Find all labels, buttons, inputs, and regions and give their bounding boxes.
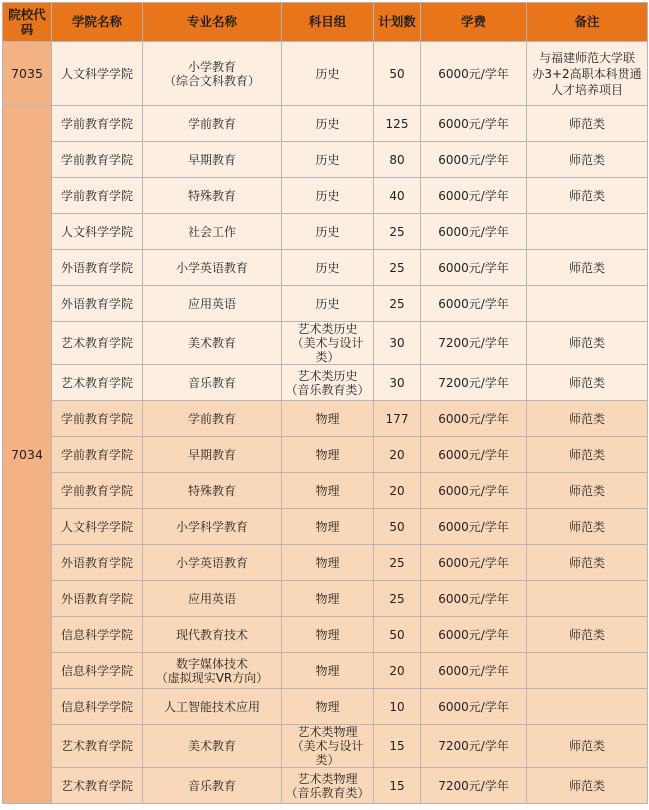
cell-line: 现代教育技术 [175, 627, 248, 642]
plan-cell: 125 [374, 106, 421, 142]
table-row [3, 437, 648, 473]
subject-cell [282, 509, 374, 545]
cell-line: 师范类 [568, 336, 605, 350]
cell-line: 小学英语教育 [175, 260, 248, 275]
admission-plan-table [2, 2, 648, 804]
note-cell [527, 178, 648, 214]
note-cell [527, 545, 648, 581]
plan-cell: 80 [374, 142, 421, 178]
table-row [3, 725, 648, 768]
table-row [3, 401, 648, 437]
major-cell [143, 617, 282, 653]
cell-line: 数字媒体技术 [175, 656, 248, 671]
cell-line: 历史 [315, 260, 340, 275]
school-code-cell: 7034 [3, 106, 52, 804]
table-row [3, 42, 648, 106]
cell-line: 特殊教育 [187, 188, 236, 203]
cell-line: 人工智能技术应用 [163, 699, 260, 714]
cell-line: 物理 [315, 519, 340, 534]
table-row [3, 250, 648, 286]
major-cell [143, 142, 282, 178]
subject-cell [282, 106, 374, 142]
table-row [3, 214, 648, 250]
cell-line: 美术教育 [187, 739, 236, 753]
major-cell [143, 768, 282, 804]
major-cell [143, 214, 282, 250]
college-cell: 人文科学学院 [52, 509, 143, 545]
fee-cell: 7200元/学年 [421, 768, 527, 804]
cell-line: 物理 [315, 663, 340, 678]
cell-line: 艺术类历史 [297, 322, 358, 336]
fee-cell: 6000元/学年 [421, 178, 527, 214]
cell-line: 艺术类物理 [297, 725, 358, 739]
table-row [3, 653, 648, 689]
cell-line: 物理 [315, 447, 340, 462]
cell-line: （虚拟现实VR方向） [155, 670, 269, 685]
college-cell: 信息科学学院 [52, 617, 143, 653]
cell-line: 师范类 [568, 116, 605, 131]
major-cell [143, 286, 282, 322]
note-cell [527, 214, 648, 250]
note-cell [527, 581, 648, 617]
cell-line: 早期教育 [187, 152, 236, 167]
college-cell: 艺术教育学院 [52, 322, 143, 365]
cell-line: 师范类 [568, 411, 605, 426]
subject-cell [282, 178, 374, 214]
cell-line: 小学教育 [187, 59, 236, 74]
cell-line: 师范类 [568, 627, 605, 642]
subject-cell [282, 142, 374, 178]
college-cell: 艺术教育学院 [52, 768, 143, 804]
plan-cell: 20 [374, 473, 421, 509]
fee-cell: 6000元/学年 [421, 437, 527, 473]
cell-line: 历史 [315, 224, 340, 239]
table-row [3, 178, 648, 214]
cell-line: 特殊教育 [187, 483, 236, 498]
table-row [3, 473, 648, 509]
subject-cell [282, 42, 374, 106]
subject-cell [282, 286, 374, 322]
major-cell [143, 401, 282, 437]
cell-line: 物理 [315, 699, 340, 714]
plan-cell: 20 [374, 437, 421, 473]
subject-cell [282, 473, 374, 509]
cell-line: 历史 [315, 296, 340, 311]
college-cell: 人文科学学院 [52, 214, 143, 250]
table-row [3, 365, 648, 401]
fee-cell: 6000元/学年 [421, 689, 527, 725]
table-row [3, 581, 648, 617]
subject-cell [282, 545, 374, 581]
fee-cell: 6000元/学年 [421, 142, 527, 178]
plan-cell: 25 [374, 286, 421, 322]
note-cell [527, 250, 648, 286]
admission-plan-table-container [2, 2, 648, 804]
cell-line: 师范类 [568, 739, 605, 753]
cell-line: 历史 [315, 188, 340, 203]
cell-line: （音乐教育类） [285, 785, 370, 800]
header-note: 备注 [527, 3, 648, 42]
header-subject: 科目组 [282, 3, 374, 42]
subject-cell [282, 401, 374, 437]
note-cell [527, 617, 648, 653]
table-row [3, 286, 648, 322]
note-cell [527, 365, 648, 401]
college-cell: 外语教育学院 [52, 286, 143, 322]
fee-cell: 6000元/学年 [421, 653, 527, 689]
cell-line: （美术与设计类） [291, 739, 364, 767]
subject-cell [282, 617, 374, 653]
cell-line: 应用英语 [187, 591, 236, 606]
cell-line: 师范类 [568, 375, 605, 390]
note-cell [527, 322, 648, 365]
fee-cell: 6000元/学年 [421, 250, 527, 286]
note-cell [527, 473, 648, 509]
plan-cell: 25 [374, 214, 421, 250]
cell-line: 师范类 [568, 260, 605, 275]
plan-cell: 40 [374, 178, 421, 214]
plan-cell: 15 [374, 768, 421, 804]
plan-cell: 25 [374, 581, 421, 617]
table-row [3, 689, 648, 725]
cell-line: 师范类 [568, 555, 605, 570]
header-row [3, 3, 648, 42]
table-body [3, 42, 648, 804]
cell-line: 美术教育 [187, 336, 236, 350]
cell-line: （美术与设计类） [291, 336, 364, 364]
plan-cell: 177 [374, 401, 421, 437]
plan-cell: 25 [374, 250, 421, 286]
note-cell [527, 653, 648, 689]
table-row [3, 509, 648, 545]
cell-line: 艺术类历史 [297, 368, 358, 383]
note-cell [527, 689, 648, 725]
college-cell: 学前教育学院 [52, 142, 143, 178]
subject-cell [282, 250, 374, 286]
college-cell: 学前教育学院 [52, 106, 143, 142]
cell-line: 师范类 [568, 519, 605, 534]
cell-line: 音乐教育 [187, 375, 236, 390]
note-cell [527, 142, 648, 178]
plan-cell: 25 [374, 545, 421, 581]
college-cell: 学前教育学院 [52, 178, 143, 214]
header-plan: 计划数 [374, 3, 421, 42]
fee-cell: 6000元/学年 [421, 545, 527, 581]
fee-cell: 6000元/学年 [421, 581, 527, 617]
college-cell: 艺术教育学院 [52, 725, 143, 768]
subject-cell [282, 725, 374, 768]
major-cell [143, 250, 282, 286]
fee-cell: 6000元/学年 [421, 617, 527, 653]
cell-line: 历史 [315, 152, 340, 167]
plan-cell: 50 [374, 509, 421, 545]
plan-cell: 50 [374, 42, 421, 106]
college-cell: 外语教育学院 [52, 581, 143, 617]
header-code: 院校代码 [3, 3, 52, 42]
cell-line: 师范类 [568, 483, 605, 498]
plan-cell: 10 [374, 689, 421, 725]
subject-cell [282, 689, 374, 725]
fee-cell: 6000元/学年 [421, 401, 527, 437]
major-cell [143, 509, 282, 545]
subject-cell [282, 768, 374, 804]
note-cell [527, 106, 648, 142]
cell-line: 与福建师范大学联 [538, 50, 635, 65]
header-college: 学院名称 [52, 3, 143, 42]
note-cell [527, 437, 648, 473]
cell-line: 物理 [315, 627, 340, 642]
cell-line: 小学科学教育 [175, 519, 248, 534]
table-row [3, 322, 648, 365]
college-cell: 学前教育学院 [52, 473, 143, 509]
major-cell [143, 42, 282, 106]
subject-cell [282, 653, 374, 689]
major-cell [143, 473, 282, 509]
cell-line: 人才培养项目 [550, 82, 623, 97]
table-row [3, 768, 648, 804]
table-row [3, 617, 648, 653]
cell-line: 师范类 [568, 778, 605, 793]
cell-line: 音乐教育 [187, 778, 236, 793]
cell-line: 物理 [315, 555, 340, 570]
major-cell [143, 106, 282, 142]
cell-line: 历史 [315, 66, 340, 81]
college-cell: 外语教育学院 [52, 545, 143, 581]
note-cell [527, 401, 648, 437]
cell-line: 物理 [315, 411, 340, 426]
cell-line: 师范类 [568, 447, 605, 462]
fee-cell: 6000元/学年 [421, 42, 527, 106]
fee-cell: 6000元/学年 [421, 106, 527, 142]
cell-line: 社会工作 [187, 224, 236, 239]
cell-line: 小学英语教育 [175, 555, 248, 570]
cell-line: 历史 [315, 116, 340, 131]
note-cell [527, 286, 648, 322]
plan-cell: 15 [374, 725, 421, 768]
major-cell [143, 689, 282, 725]
header-major: 专业名称 [143, 3, 282, 42]
fee-cell: 7200元/学年 [421, 322, 527, 365]
cell-line: 办3+2高职本科贯通 [532, 66, 642, 81]
subject-cell [282, 581, 374, 617]
cell-line: 师范类 [568, 152, 605, 167]
note-cell [527, 509, 648, 545]
table-row [3, 142, 648, 178]
fee-cell: 7200元/学年 [421, 725, 527, 768]
school-code-cell: 7035 [3, 42, 52, 106]
plan-cell: 30 [374, 322, 421, 365]
subject-cell [282, 322, 374, 365]
note-cell [527, 725, 648, 768]
cell-line: 学前教育 [187, 116, 236, 131]
college-cell: 学前教育学院 [52, 401, 143, 437]
major-cell [143, 725, 282, 768]
subject-cell [282, 214, 374, 250]
cell-line: 早期教育 [187, 447, 236, 462]
fee-cell: 6000元/学年 [421, 509, 527, 545]
header-fee: 学费 [421, 3, 527, 42]
college-cell: 艺术教育学院 [52, 365, 143, 401]
major-cell [143, 178, 282, 214]
major-cell [143, 365, 282, 401]
college-cell: 信息科学学院 [52, 689, 143, 725]
cell-line: （综合文科教育） [163, 73, 260, 88]
subject-cell [282, 437, 374, 473]
note-cell [527, 42, 648, 106]
cell-line: 物理 [315, 591, 340, 606]
major-cell [143, 545, 282, 581]
cell-line: 物理 [315, 483, 340, 498]
major-cell [143, 581, 282, 617]
note-cell [527, 768, 648, 804]
table-row [3, 106, 648, 142]
college-cell: 人文科学学院 [52, 42, 143, 106]
cell-line: 应用英语 [187, 296, 236, 311]
plan-cell: 30 [374, 365, 421, 401]
college-cell: 外语教育学院 [52, 250, 143, 286]
plan-cell: 50 [374, 617, 421, 653]
fee-cell: 6000元/学年 [421, 286, 527, 322]
major-cell [143, 653, 282, 689]
fee-cell: 6000元/学年 [421, 214, 527, 250]
cell-line: 学前教育 [187, 411, 236, 426]
fee-cell: 6000元/学年 [421, 473, 527, 509]
fee-cell: 7200元/学年 [421, 365, 527, 401]
major-cell [143, 437, 282, 473]
major-cell [143, 322, 282, 365]
plan-cell: 20 [374, 653, 421, 689]
college-cell: 学前教育学院 [52, 437, 143, 473]
college-cell: 信息科学学院 [52, 653, 143, 689]
table-row [3, 545, 648, 581]
cell-line: 艺术类物理 [297, 771, 358, 786]
subject-cell [282, 365, 374, 401]
cell-line: 师范类 [568, 188, 605, 203]
cell-line: （音乐教育类） [285, 382, 370, 397]
